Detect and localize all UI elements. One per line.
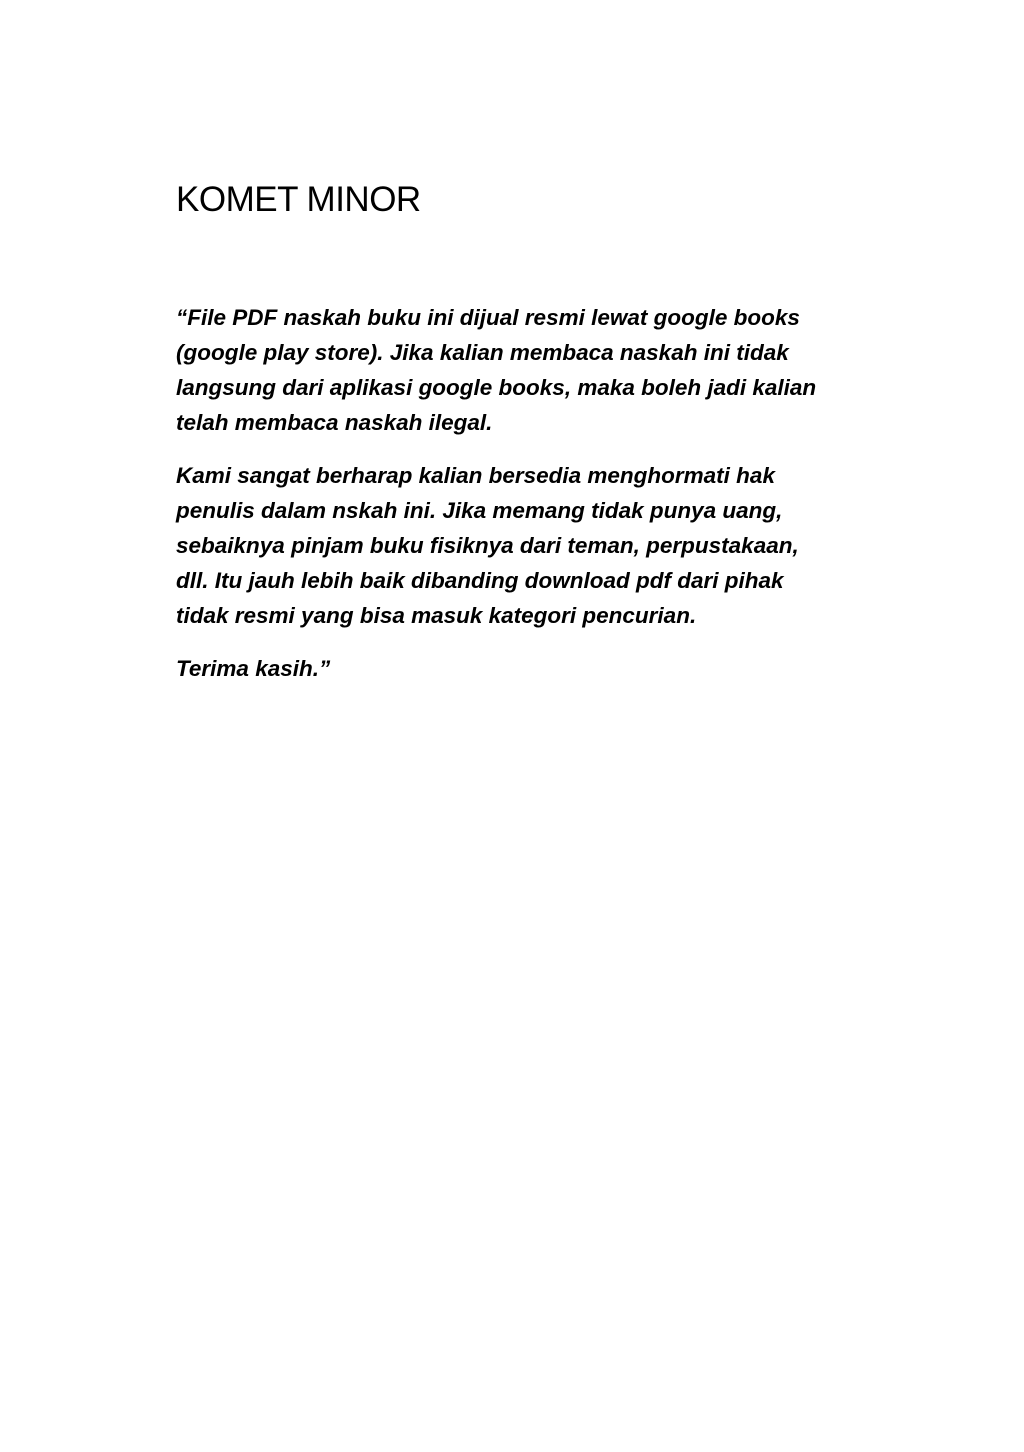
notice-closing bbox=[176, 651, 876, 686]
text-line: tidak resmi yang bisa masuk kategori pencurian. bbox=[176, 603, 697, 628]
text-line: Terima kasih.” bbox=[176, 656, 331, 681]
text-line: sebaiknya pinjam buku fisiknya dari teman, perpustakaan, bbox=[176, 533, 799, 558]
text-line: telah membaca naskah ilegal. bbox=[176, 410, 493, 435]
text-line: “File PDF naskah buku ini dijual resmi lewat google books bbox=[176, 305, 800, 330]
text-line: Kami sangat berharap kalian bersedia menghormati hak bbox=[176, 463, 775, 488]
page-title: KOMET MINOR bbox=[176, 180, 421, 219]
text-line: dll. Itu jauh lebih baik dibanding download pdf dari pihak bbox=[176, 568, 784, 593]
copyright-notice bbox=[176, 300, 876, 704]
notice-paragraph-2 bbox=[176, 458, 876, 633]
text-line: langsung dari aplikasi google books, maka boleh jadi kalian bbox=[176, 375, 817, 400]
notice-paragraph-1 bbox=[176, 300, 876, 440]
text-line: penulis dalam nskah ini. Jika memang tidak punya uang, bbox=[176, 498, 783, 523]
text-line: (google play store). Jika kalian membaca naskah ini tidak bbox=[176, 340, 789, 365]
